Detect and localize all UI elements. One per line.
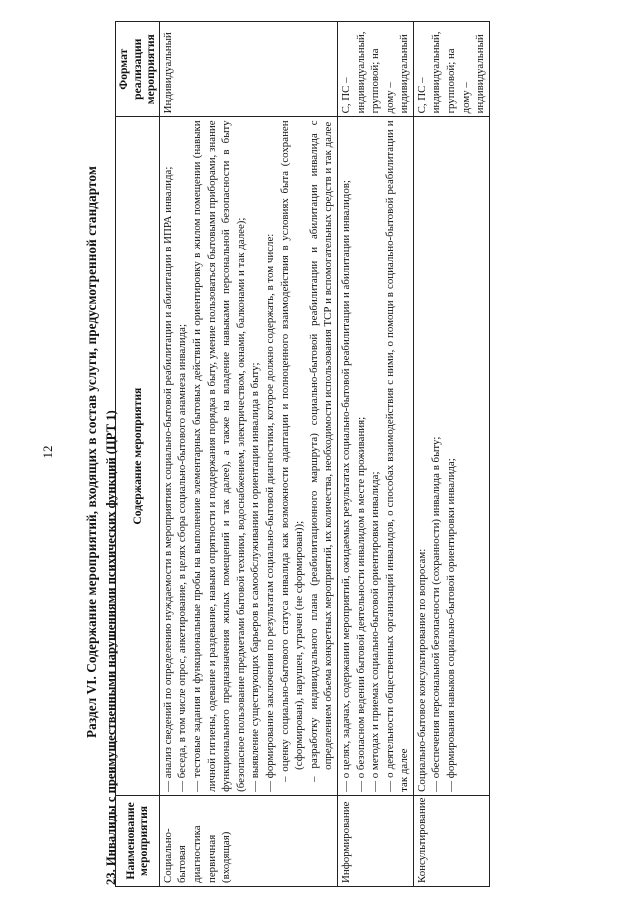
- table-row: [159, 22, 337, 887]
- activity-name: Консультирование: [413, 795, 489, 886]
- activity-content: [413, 117, 489, 795]
- table-row: [337, 22, 413, 887]
- table-row: [413, 22, 489, 887]
- content-item: — анализ сведений по определению нуждаемости в мероприятиях социально-бытовой реабилитации и абилитации в ИПРА инвалида;: [161, 166, 174, 792]
- table-subtitle: 23. Инвалиды с преимущественными нарушениями психических функций (ЦРТ 1): [104, 410, 118, 885]
- activities-table: [115, 21, 490, 887]
- activity-name: Информирование: [337, 795, 413, 886]
- content-item: — формирование заключения по результатам социально-бытовой диагностики, которое должно содержать, в том числе:: [263, 233, 276, 792]
- header-content: Содержание мероприятия: [116, 117, 160, 795]
- activity-name: Социально-бытовая диагностика первичная (входящая): [159, 795, 337, 886]
- activity-format: С, ПС – индивидуальный, групповой; на дому – индивидуальный: [413, 22, 489, 117]
- content-item: — о безопасном ведении бытовой деятельности инвалидом в месте проживания;: [354, 416, 367, 792]
- content-item: — выявление существующих барьеров в самообслуживании и ориентации инвалида в быту;: [249, 362, 262, 792]
- content-item: — о деятельности общественных организаций инвалидов, о способах взаимодействия с ними, о помощи в социально-бытовой реабилитации и так далее: [383, 120, 411, 792]
- content-subitem: – разработку индивидуального плана (реабилитационного маршрута) социально-бытовой реабилитации и абилитации инвалида с определением объема конкретных мероприятий, их количества, необходимости использования ТСР и вспомогательных средств и так далее: [307, 120, 335, 782]
- table-header-row: [116, 22, 160, 887]
- content-item: — обеспечения персональной безопасности (сохранности) инвалида в быту;: [430, 436, 443, 792]
- content-item: — о методах и приемах социально-бытовой ориентировки инвалида;: [369, 471, 382, 792]
- content-item: Социально-бытовое консультирование по вопросам:: [415, 548, 428, 792]
- content-item: — формирования навыков социально-бытовой ориентировки инвалида;: [445, 458, 458, 792]
- content-subitem: – оценку социально-бытового статуса инвалида как возможности адаптации и полноценного взаимодействия в условиях быта (сохранен (сформирован), нарушен, утрачен (не сформирован));: [278, 120, 306, 782]
- activity-content: [337, 117, 413, 795]
- activity-content: [159, 117, 337, 795]
- header-name: Наименование мероприятия: [116, 795, 160, 886]
- activity-format: Индивидуальный: [159, 22, 337, 117]
- content-item: — о целях, задачах, содержании мероприятий, ожидаемых результатах социально-бытовой реабилитации и абилитации инвалидов;: [339, 180, 352, 792]
- content-item: — беседа, в том числе опрос, анкетирование, в целях сбора социально-бытового анамнеза инвалида;: [176, 323, 189, 792]
- header-format: Формат реализации мероприятия: [116, 22, 160, 117]
- section-title: Раздел VI. Содержание мероприятий, входящих в состав услуги, предусмотренной стандартом: [84, 166, 99, 738]
- page-number: 12: [40, 445, 55, 459]
- activity-format: С, ПС – индивидуальный, групповой; на дому – индивидуальный: [337, 22, 413, 117]
- content-item: — тестовые задания и функциональные пробы на выполнение элементарных бытовых действий и ориентировку в жилом помещении (навыки личной гигиены, одевание и раздевание, навыки опрятности и поддержания порядка в быту, умение пользоваться бытовыми приборами, знание функционального предназначения жилых помещений и так далее), а также на владение навыками персональной безопасности в быту (безопасное пользование предметами бытовой техники, водоснабжением, электричеством, окнами, балконами и так далее);: [190, 120, 247, 792]
